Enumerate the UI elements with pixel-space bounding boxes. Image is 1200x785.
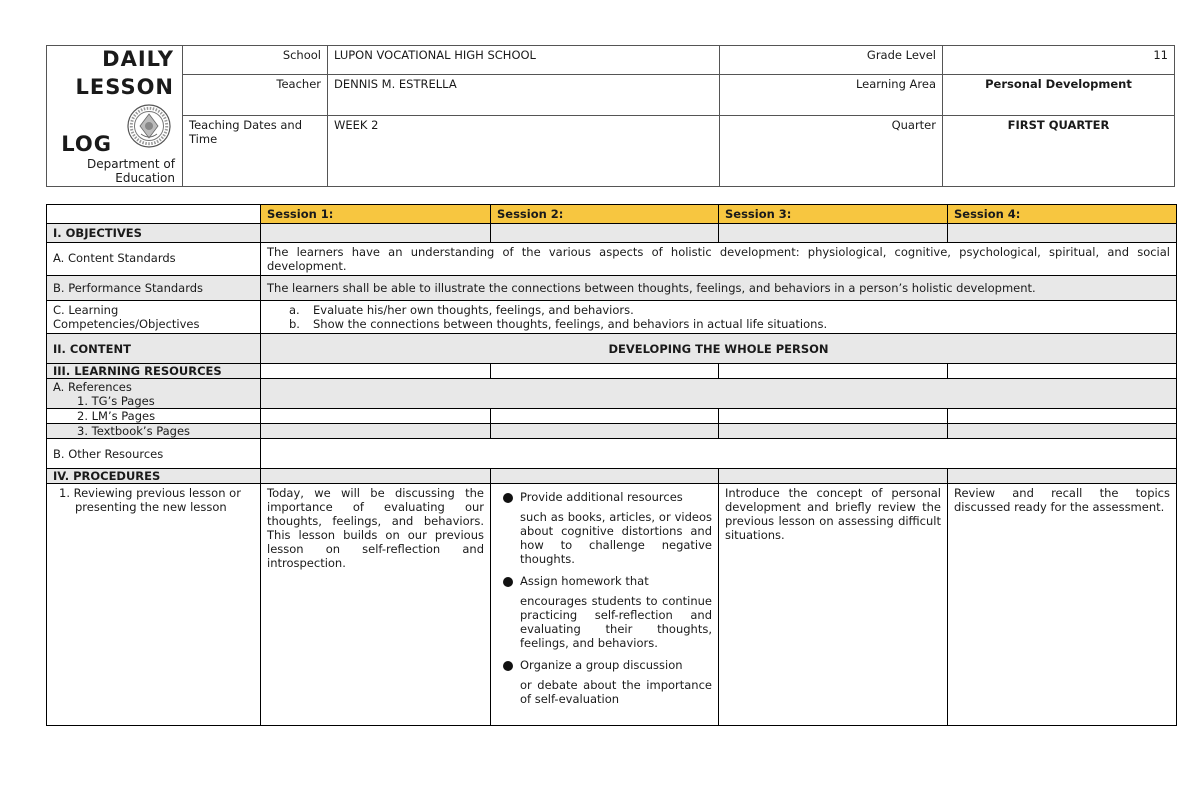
dll-logo-block (47, 46, 183, 187)
learning-area-value: Personal Development (943, 75, 1175, 116)
header-table (46, 45, 1175, 187)
school-value: LUPON VOCATIONAL HIGH SCHOOL (328, 46, 720, 75)
bullet-rest: encourages students to continue practicing self-reflection and evaluating their thoughts, feelings, and behaviors. (520, 594, 712, 650)
blank-cell (261, 469, 491, 484)
blank-cell (948, 224, 1177, 243)
bullet-rest: such as books, articles, or videos about cognitive distortions and how to challenge negative thoughts. (520, 510, 712, 566)
session-2-bullet (497, 574, 712, 650)
blank-cell (261, 424, 491, 439)
blank-cell (261, 224, 491, 243)
blank-cell (719, 469, 948, 484)
session-header-row (47, 205, 1177, 224)
blank-cell (719, 409, 948, 424)
competency-text: Show the connections between thoughts, feelings, and behaviors in actual life situations. (313, 317, 828, 331)
school-label: School (183, 46, 328, 75)
session-1-header: Session 1: (261, 205, 491, 224)
blank-cell (719, 424, 948, 439)
blank-cell (948, 409, 1177, 424)
department-label: Department of Education (87, 157, 175, 185)
content-standards-label: A. Content Standards (47, 243, 261, 276)
procedure-item-1-cell (47, 484, 261, 726)
performance-standards-label: B. Performance Standards (47, 276, 261, 301)
session-4-text: Review and recall the topics discussed ready for the assessment. (948, 484, 1177, 726)
references-cell (47, 379, 261, 409)
blank-cell (491, 424, 719, 439)
title-daily: DAILY (102, 47, 174, 71)
bullet-dot-icon (503, 661, 513, 671)
competency-text: Evaluate his/her own thoughts, feelings, and behaviors. (313, 303, 634, 317)
competency-item (289, 317, 1170, 331)
bullet-dot-icon (503, 493, 513, 503)
textbook-pages-label: 3. Textbook’s Pages (47, 424, 261, 439)
grade-value: 11 (943, 46, 1175, 75)
session-3-text: Introduce the concept of personal development and briefly review the previous lesson on assessing difficult situations. (719, 484, 948, 726)
blank-cell (491, 364, 719, 379)
procedure-item-1-label: 1. Reviewing previous lesson or presenting the new lesson (59, 486, 241, 514)
session-2-cell (491, 484, 719, 726)
dates-value: WEEK 2 (328, 116, 720, 187)
blank-cell (491, 409, 719, 424)
performance-standards-text: The learners shall be able to illustrate the connections between thoughts, feelings, and behaviors in a person’s holistic development. (261, 276, 1177, 301)
references-label: A. References (53, 380, 132, 394)
session-2-bullet (497, 490, 712, 566)
session-1-text: Today, we will be discussing the importance of evaluating our thoughts, feelings, and behaviors. This lesson builds on our previous lesson on self-reflection and introspection. (261, 484, 491, 726)
content-heading: II. CONTENT (47, 334, 261, 364)
session-header-blank (47, 205, 261, 224)
procedures-heading: IV. PROCEDURES (47, 469, 261, 484)
blank-cell (261, 409, 491, 424)
competency-key: a. (289, 303, 300, 317)
other-resources-label: B. Other Resources (47, 439, 261, 469)
lesson-table (46, 204, 1177, 726)
bullet-first-line: Organize a group discussion (520, 658, 683, 672)
blank-cell (948, 469, 1177, 484)
session-2-header: Session 2: (491, 205, 719, 224)
session-4-header: Session 4: (948, 205, 1177, 224)
blank-cell (719, 364, 948, 379)
competencies-label (47, 301, 261, 334)
bullet-rest: or debate about the importance of self-evaluation (520, 678, 712, 706)
learning-area-label: Learning Area (720, 75, 943, 116)
session-3-header: Session 3: (719, 205, 948, 224)
bullet-first-line: Provide additional resources (520, 490, 683, 504)
quarter-value: FIRST QUARTER (943, 116, 1175, 187)
blank-cell (491, 469, 719, 484)
blank-cell (491, 224, 719, 243)
teacher-label: Teacher (183, 75, 328, 116)
blank-cell (719, 224, 948, 243)
blank-cell (948, 364, 1177, 379)
blank-cell (261, 364, 491, 379)
bullet-dot-icon (503, 577, 513, 587)
content-value: DEVELOPING THE WHOLE PERSON (261, 334, 1177, 364)
session-2-bullet (497, 658, 712, 706)
grade-label: Grade Level (720, 46, 943, 75)
competencies-label-text: C. Learning Competencies/Objectives (53, 303, 200, 331)
objectives-heading: I. OBJECTIVES (47, 224, 261, 243)
bullet-first-line: Assign homework that (520, 574, 649, 588)
tg-pages-label: 1. TG’s Pages (77, 394, 155, 408)
blank-cell (948, 424, 1177, 439)
competency-key: b. (289, 317, 300, 331)
blank-cell (261, 439, 1177, 469)
deped-seal-icon (127, 104, 171, 148)
title-lesson: LESSON (75, 75, 174, 99)
content-standards-text: The learners have an understanding of the various aspects of holistic development: physiological, cognitive, psychological, spiritual, and social development. (261, 243, 1177, 276)
competency-item (289, 303, 1170, 317)
lm-pages-label: 2. LM’s Pages (47, 409, 261, 424)
teacher-value: DENNIS M. ESTRELLA (328, 75, 720, 116)
blank-cell (261, 379, 1177, 409)
competencies-list (261, 301, 1177, 334)
dates-label: Teaching Dates and Time (183, 116, 328, 187)
quarter-label: Quarter (720, 116, 943, 187)
resources-heading: III. LEARNING RESOURCES (47, 364, 261, 379)
title-log: LOG (61, 132, 112, 156)
